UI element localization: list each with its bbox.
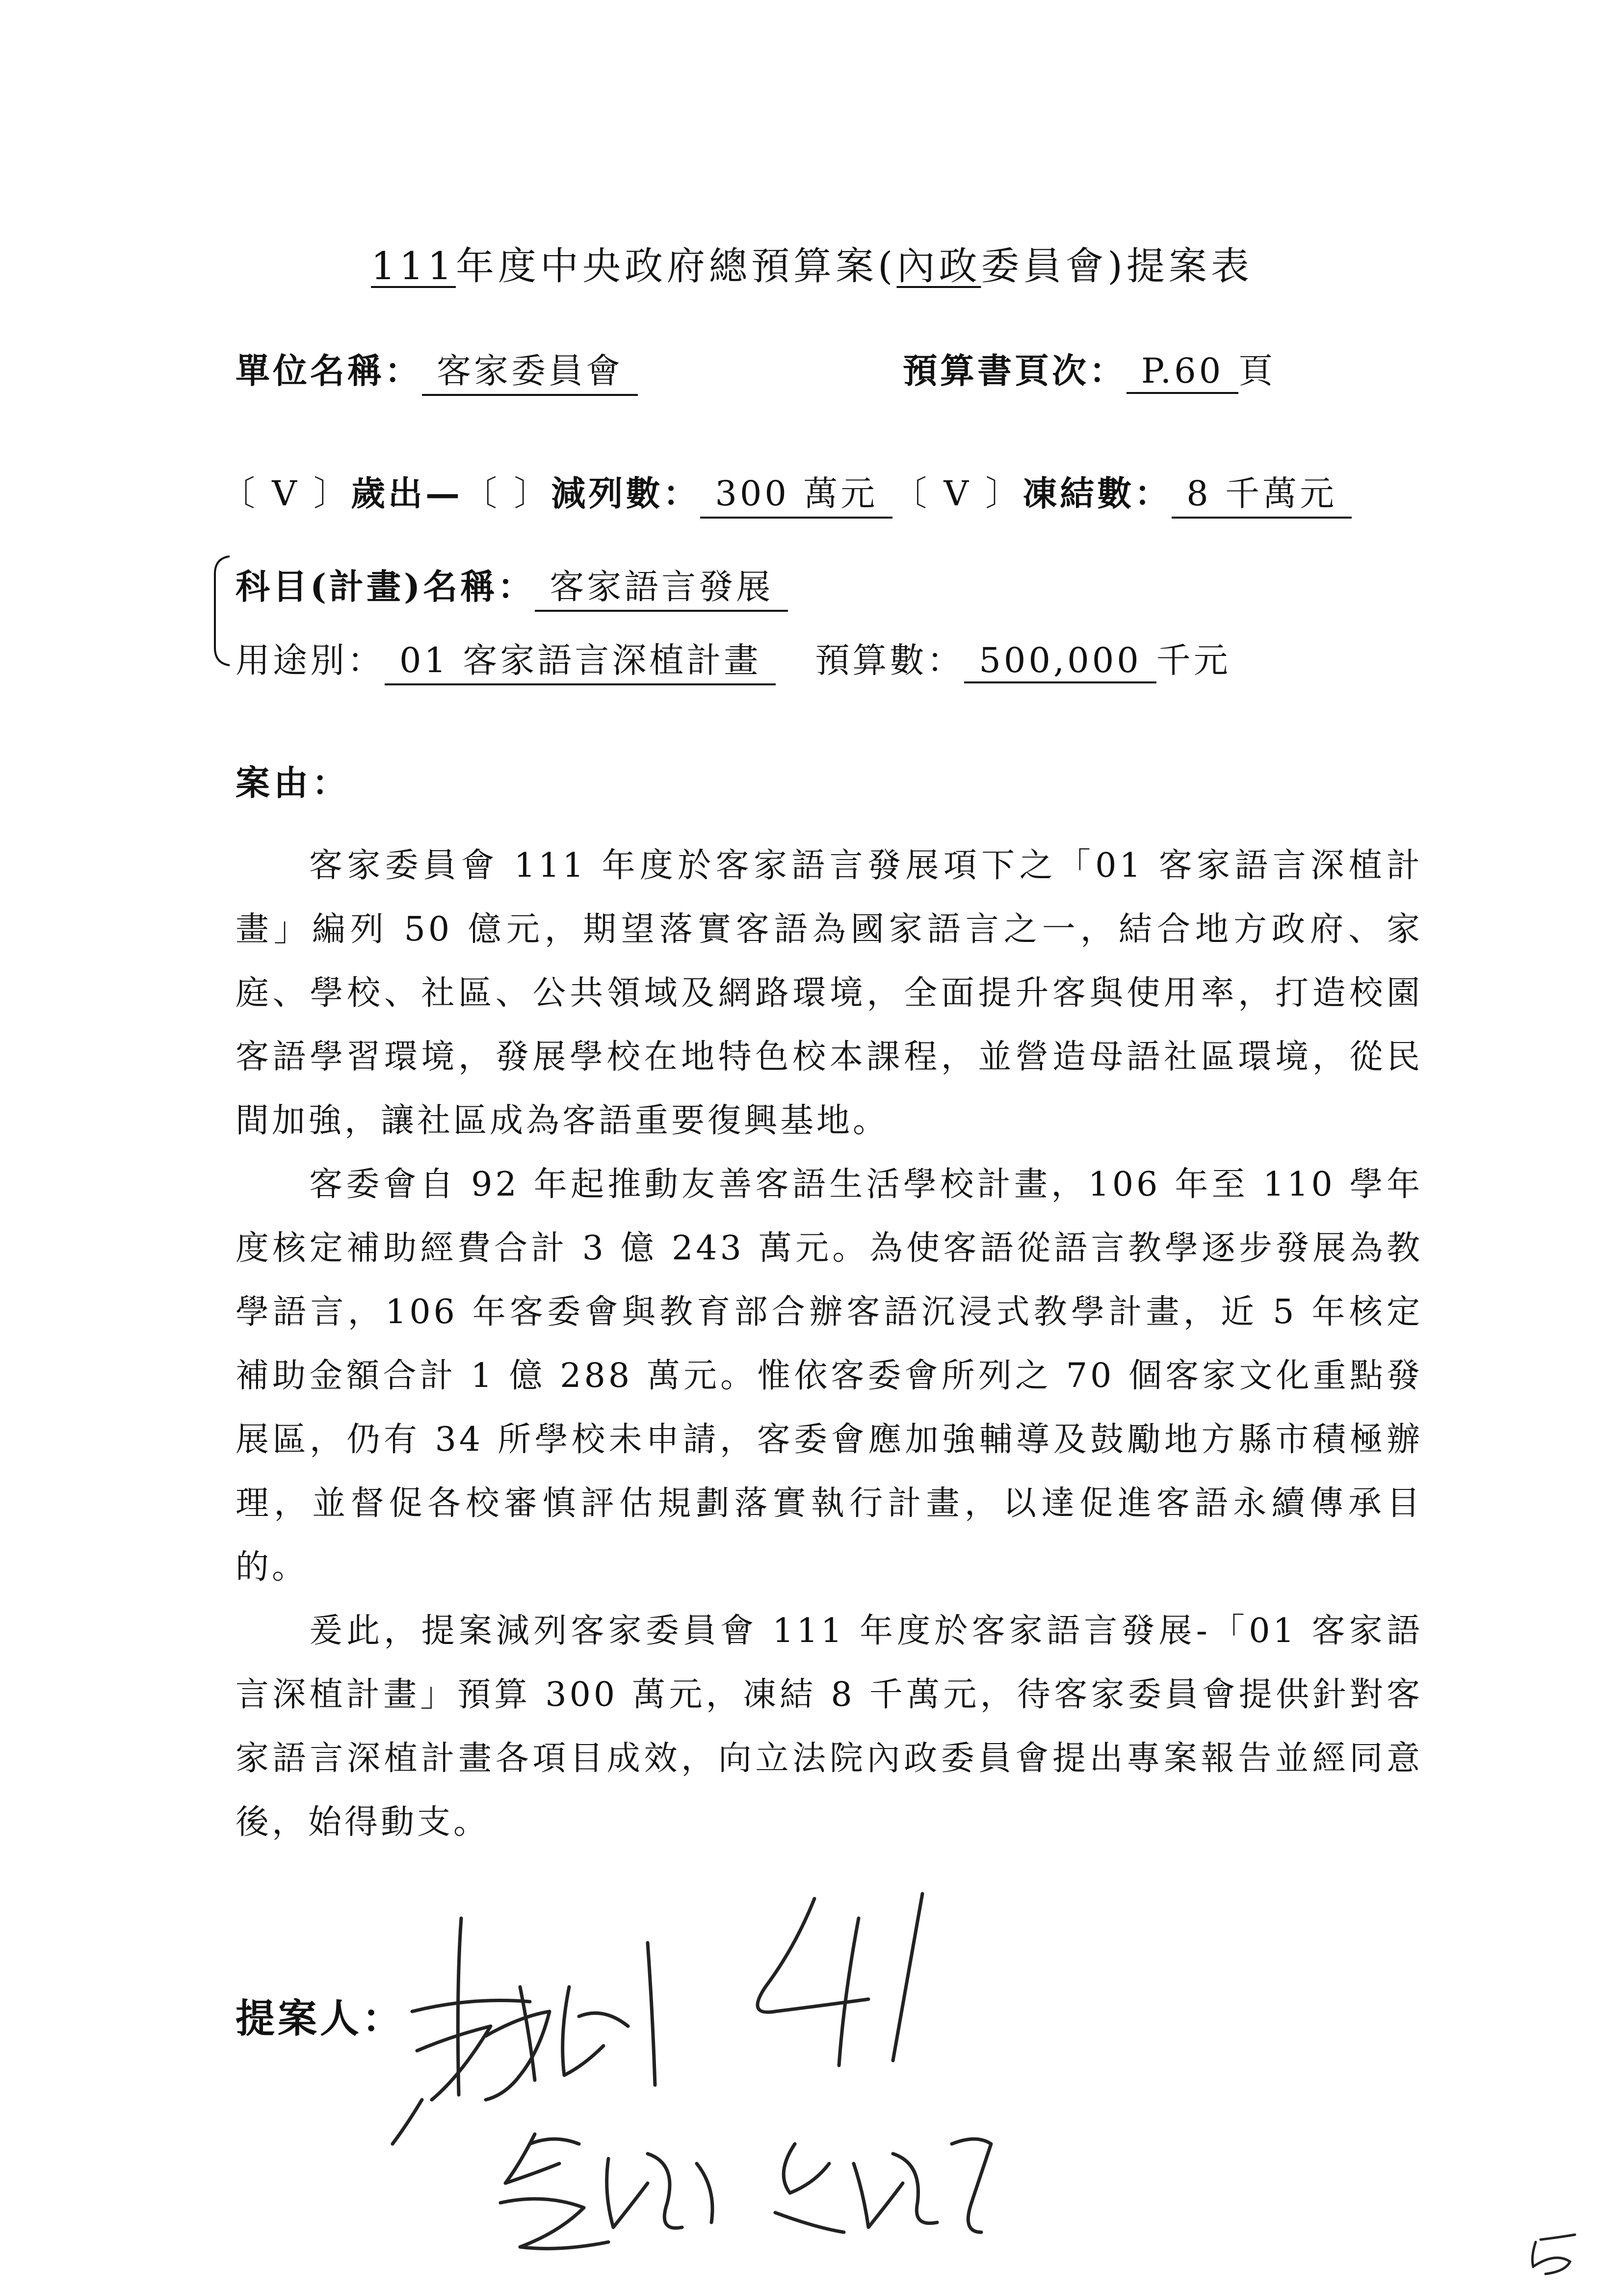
budget-amount-label: 預算數：: [815, 640, 965, 680]
budget-action-row: [221, 466, 1352, 519]
unit-label: 單位名稱：: [236, 350, 422, 391]
expenditure-checkbox: 〔 V 〕: [221, 473, 351, 514]
subject-value: 客家語言發展: [535, 559, 788, 612]
subject-bracket: [212, 554, 232, 667]
page-number-mark: [1526, 2232, 1585, 2276]
freeze-checkbox: 〔 V 〕: [892, 473, 1023, 514]
usage-value: 01 客家語言深植計畫: [385, 633, 776, 685]
proposer-label: 提案人：: [236, 1995, 404, 2041]
budget-amount-unit: 千元: [1156, 640, 1231, 680]
expenditure-label: 歲出—: [351, 473, 463, 514]
reduce-label: 減列數：: [551, 473, 701, 514]
reduce-checkbox: 〔 〕: [463, 473, 551, 514]
document-title: [0, 235, 1624, 290]
budget-page-row: [903, 343, 1276, 394]
freeze-value: 8 千萬元: [1172, 466, 1352, 519]
unit-row: [236, 343, 638, 396]
reason-label: 案由：: [236, 762, 350, 803]
budget-page-label: 預算書頁次：: [903, 350, 1126, 391]
title-end: 委員會)提案表: [981, 244, 1253, 288]
reason-body: [236, 834, 1423, 1854]
reason-paragraph-2: 客委會自 92 年起推動友善客語生活學校計畫，106 年至 110 學年度核定補助經費合計 3 億 243 萬元。為使客語從語言教學逐步發展為教學語言，106 年客委會與教育部合辦客語沉浸式教學計畫，近 5 年核定補助金額合計 1 億 288 萬元。惟依客委會所列之 70 個客家文化重點發展區，仍有 34 所學校未申請，客委會應加強輔導及鼓勵地方縣市積極辦理，並督促各校審慎評估規劃落實執行計畫，以達促進客語永續傳承目的。: [236, 1165, 1423, 1587]
reason-paragraph-1: 客家委員會 111 年度於客家語言發展項下之「01 客家語言深植計畫」編列 50 億元，期望落實客語為國家語言之一，結合地方政府、家庭、學校、社區、公共領域及網路環境，全面提升客與使用率，打造校園客語學習環境，發展學校在地特色校本課程，並營造母語社區環境，從民間加強，讓社區成為客語重要復興基地。: [236, 846, 1423, 1140]
subject-row: [236, 559, 788, 612]
title-committee: 內政: [896, 244, 981, 288]
budget-page-suffix: 頁: [1238, 351, 1276, 391]
subject-label: 科目(計畫)名稱：: [236, 566, 535, 607]
title-year: 111: [371, 244, 456, 288]
freeze-label: 凍結數：: [1022, 473, 1172, 514]
budget-page-value: P.60: [1126, 351, 1238, 394]
reduce-value: 300 萬元: [700, 466, 892, 519]
budget-amount-value: 500,000: [964, 640, 1156, 683]
unit-value: 客家委員會: [422, 343, 638, 396]
title-mid: 年度中央政府總預算案(: [456, 244, 897, 288]
handwritten-signatures: [373, 1889, 1060, 2281]
reason-paragraph-3: 爰此，提案減列客家委員會 111 年度於客家語言發展-「01 客家語言深植計畫」預算 300 萬元，凍結 8 千萬元，待客家委員會提供針對客家語言深植計畫各項目成效，向立法院內政委員會提出專案報告並經同意後，始得動支。: [236, 1612, 1423, 1842]
usage-row: [236, 633, 1231, 685]
usage-label: 用途別：: [236, 640, 385, 680]
